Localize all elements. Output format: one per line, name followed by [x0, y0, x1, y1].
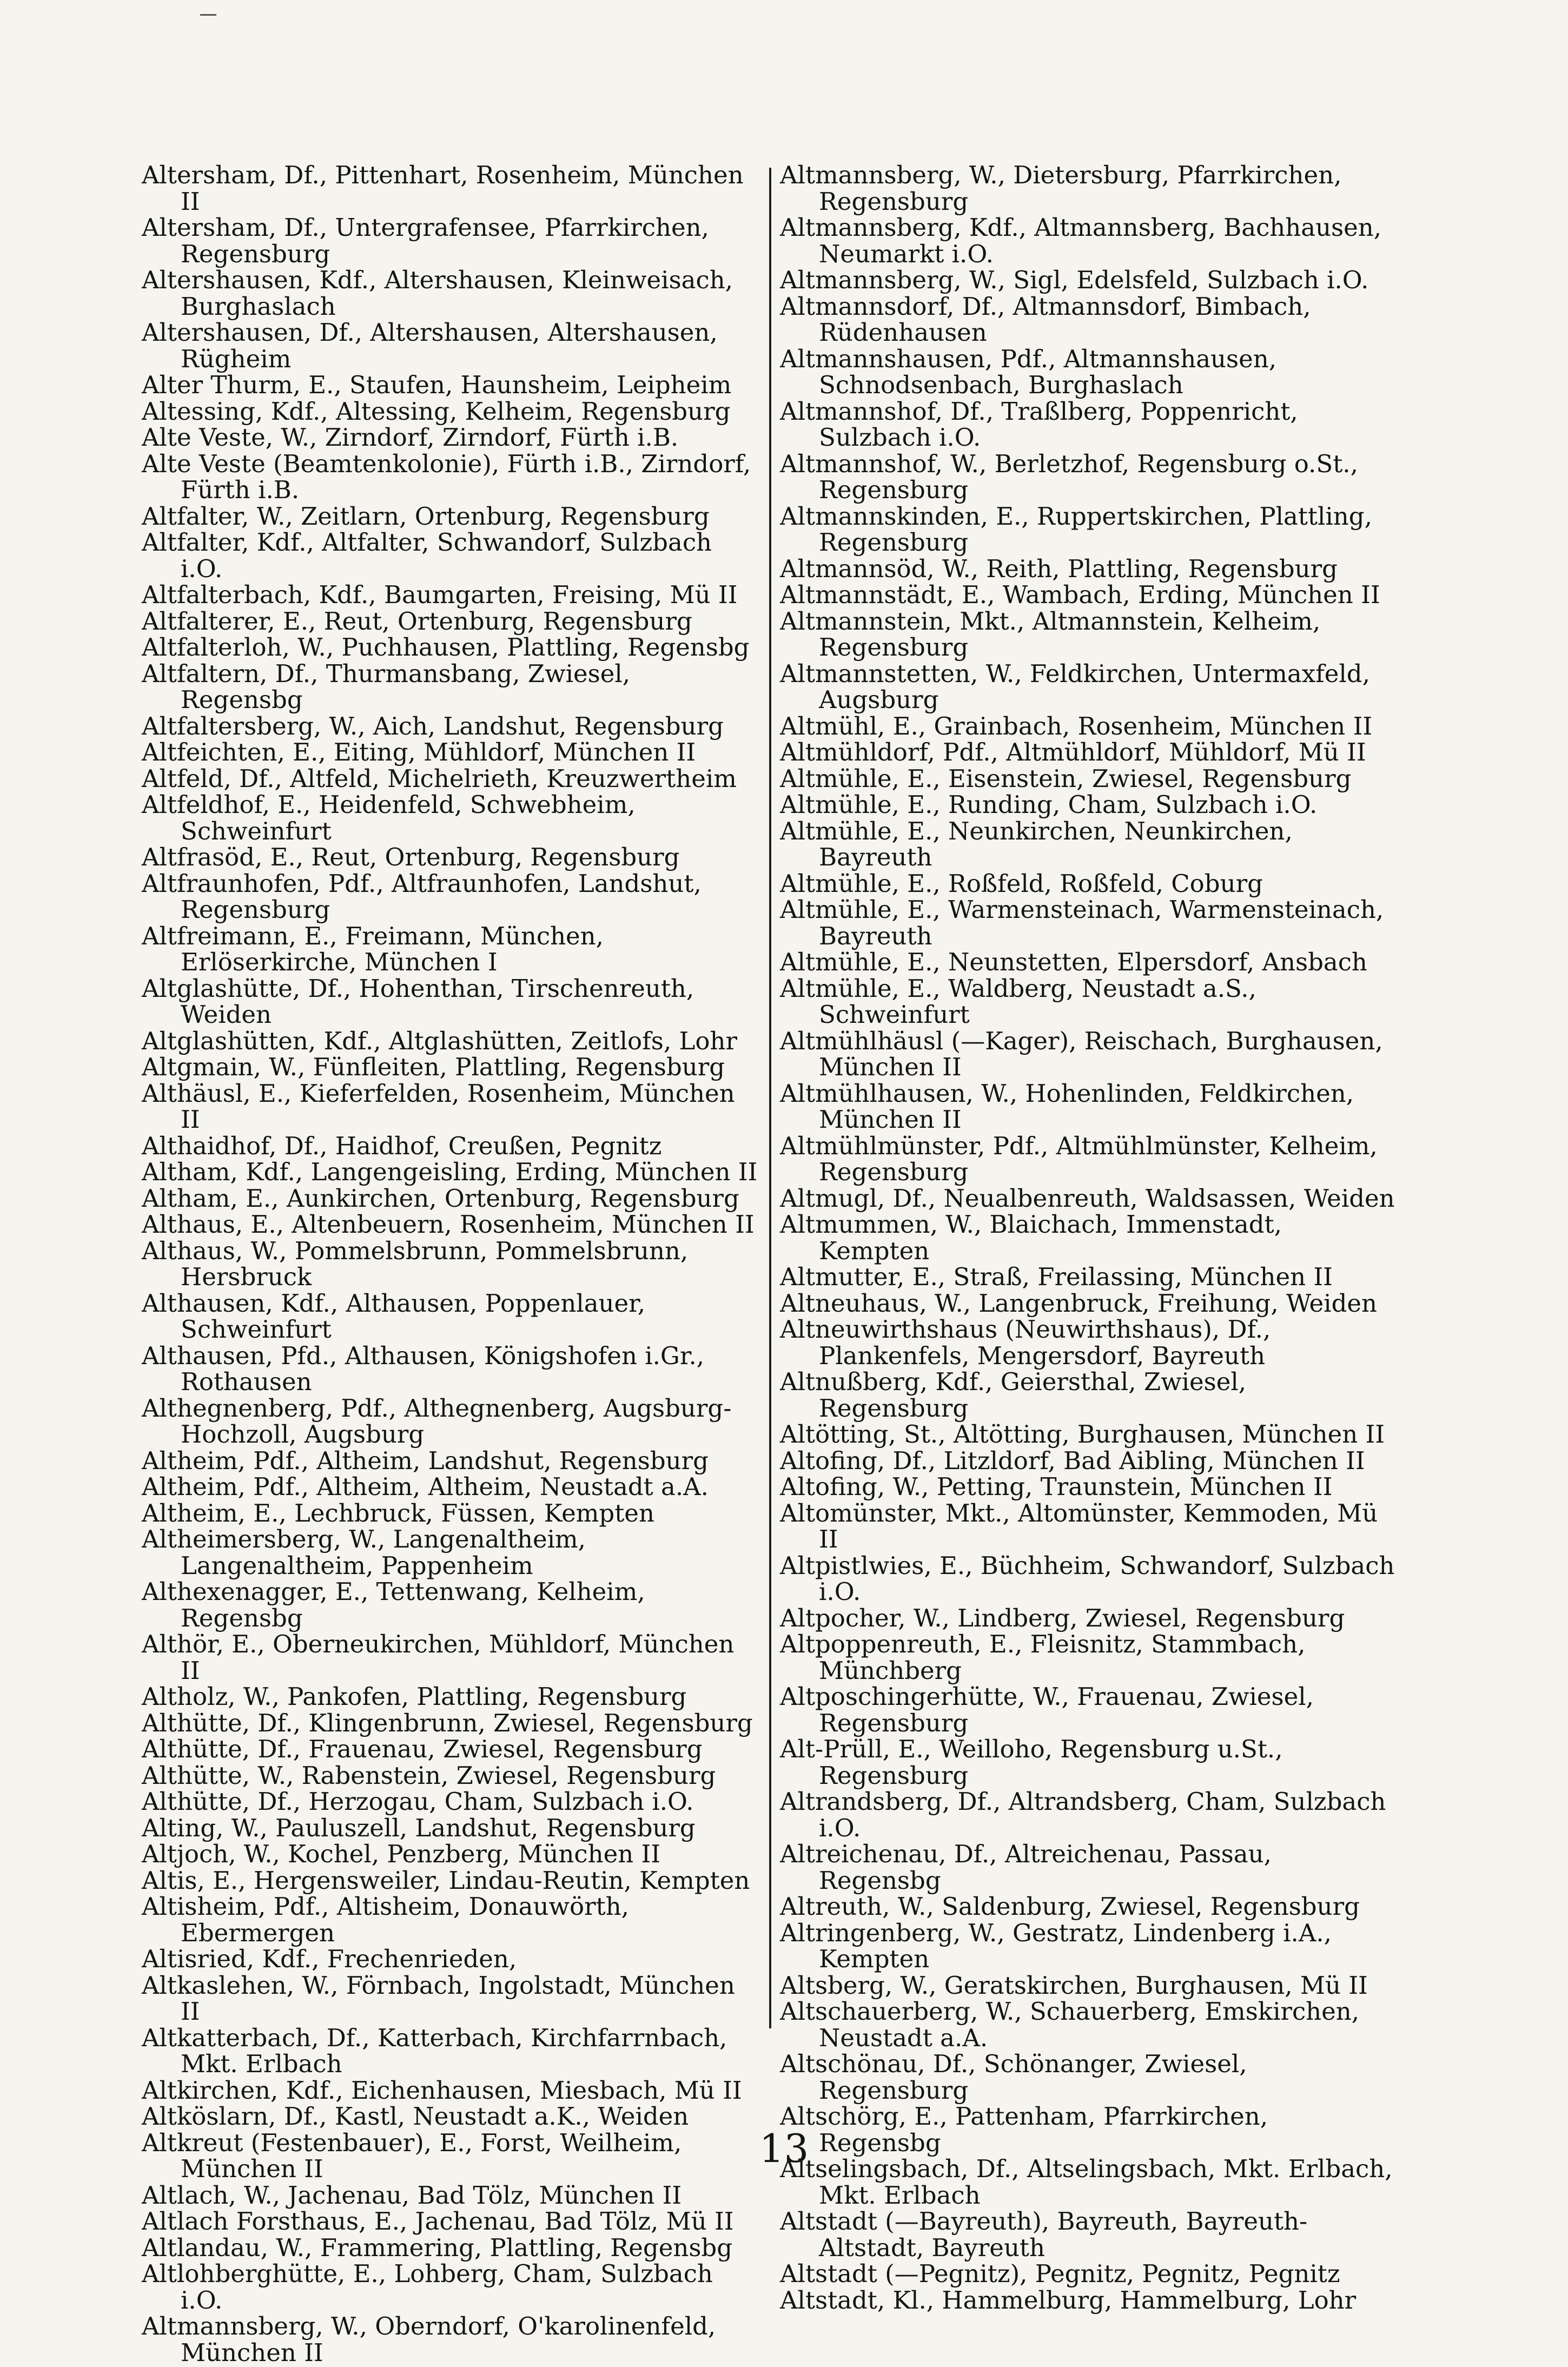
place-entry: Altmannsöd, W., Reith, Plattling, Regensburg: [780, 554, 1338, 583]
place-entry: Altfeldhof, E., Heidenfeld, Schwebheim, Schweinfurt: [142, 790, 636, 845]
place-entry: Altheim, Pdf., Altheim, Landshut, Regensburg: [142, 1446, 709, 1475]
place-entry: Altötting, St., Altötting, Burghausen, München II: [780, 1420, 1385, 1449]
place-entry: Althaidhof, Df., Haidhof, Creußen, Pegnitz: [142, 1131, 662, 1160]
place-entry: Altfalter, Kdf., Altfalter, Schwandorf, Sulzbach i.O.: [142, 528, 712, 583]
place-entry: Altmühlmünster, Pdf., Altmühlmünster, Kelheim, Regensburg: [780, 1131, 1378, 1186]
place-entry: Altofing, W., Petting, Traunstein, München II: [780, 1472, 1333, 1501]
place-entry: Altlach Forsthaus, E., Jachenau, Bad Tölz, Mü II: [142, 2207, 734, 2236]
place-entry: Althausen, Kdf., Althausen, Poppenlauer, Schweinfurt: [142, 1288, 646, 1344]
place-entry: Altlohberghütte, E., Lohberg, Cham, Sulzbach i.O.: [142, 2259, 713, 2315]
place-entry: Altham, Kdf., Langengeisling, Erding, München II: [142, 1158, 758, 1186]
place-entry: Altmannshof, Df., Traßlberg, Poppenricht, Sulzbach i.O.: [780, 396, 1298, 452]
place-entry: Altershausen, Df., Altershausen, Altershausen, Rügheim: [142, 318, 718, 373]
place-entry: Altmugl, Df., Neualbenreuth, Waldsassen, Weiden: [780, 1184, 1395, 1213]
place-entry: Altfalterbach, Kdf., Baumgarten, Freising, Mü II: [142, 580, 738, 609]
place-entry: Althütte, W., Rabenstein, Zwiesel, Regensburg: [142, 1761, 716, 1790]
place-entry: Altmühle, E., Neunkirchen, Neunkirchen, Bayreuth: [780, 816, 1293, 871]
place-entry: Altfaltern, Df., Thurmansbang, Zwiesel, Regensbg: [142, 659, 631, 714]
place-entry: Altheim, Pdf., Altheim, Altheim, Neustadt a.A.: [142, 1472, 709, 1501]
place-entry: Altkaslehen, W., Förnbach, Ingolstadt, München II: [142, 1971, 735, 2026]
place-entry: Altneuwirthshaus (Neuwirthshaus), Df., Plankenfels, Mengersdorf, Bayreuth: [780, 1315, 1271, 1370]
place-entry: Altholz, W., Pankofen, Plattling, Regensburg: [142, 1682, 687, 1711]
place-entry: Alt-Prüll, E., Weilloho, Regensburg u.St., Regensburg: [780, 1735, 1283, 1790]
place-entry: Altfalterer, E., Reut, Ortenburg, Regensburg: [142, 606, 692, 636]
place-entry: Altershausen, Kdf., Altershausen, Kleinweisach, Burghaslach: [142, 266, 733, 321]
right-column: [780, 162, 1397, 2313]
page-number: 13: [759, 2126, 809, 2171]
place-entry: Altfeichten, E., Eiting, Mühldorf, München II: [142, 738, 696, 766]
place-entry: Alting, W., Pauluszell, Landshut, Regensburg: [142, 1813, 696, 1842]
place-entry: Altgmain, W., Fünfleiten, Plattling, Regensburg: [142, 1053, 725, 1081]
place-entry: Altheimersberg, W., Langenaltheim, Langenaltheim, Pappenheim: [142, 1525, 586, 1580]
place-entry: Alter Thurm, E., Staufen, Haunsheim, Leipheim: [142, 371, 732, 399]
place-entry: Altisried, Kdf., Frechenrieden,: [142, 1945, 517, 1973]
place-entry: Altmannstetten, W., Feldkirchen, Untermaxfeld, Augsburg: [780, 659, 1370, 714]
place-entry: Altsberg, W., Geratskirchen, Burghausen, Mü II: [780, 1971, 1368, 2000]
column-divider: [769, 168, 771, 2028]
place-entry: Alte Veste, W., Zirndorf, Zirndorf, Fürth i.B.: [142, 423, 679, 452]
place-entry: Altneuhaus, W., Langenbruck, Freihung, Weiden: [780, 1288, 1377, 1318]
place-entry: Altringenberg, W., Gestratz, Lindenberg i.A., Kempten: [780, 1918, 1332, 1973]
place-entry: Altmühle, E., Runding, Cham, Sulzbach i.O.: [780, 790, 1318, 819]
place-entry: Altofing, Df., Litzldorf, Bad Aibling, München II: [780, 1446, 1365, 1475]
place-entry: Altmannskinden, E., Ruppertskirchen, Plattling, Regensburg: [780, 501, 1372, 557]
place-entry: Altjoch, W., Kochel, Penzberg, München II: [142, 1840, 661, 1868]
place-entry: Altkirchen, Kdf., Eichenhausen, Miesbach, Mü II: [142, 2075, 742, 2105]
place-entry: Altkreut (Festenbauer), E., Forst, Weilheim, München II: [142, 2128, 682, 2183]
place-entry: Altselingsbach, Df., Altselingsbach, Mkt. Erlbach, Mkt. Erlbach: [780, 2154, 1393, 2210]
place-entry: Altmannsberg, W., Sigl, Edelsfeld, Sulzbach i.O.: [780, 266, 1369, 294]
place-entry: Altpocher, W., Lindberg, Zwiesel, Regensburg: [780, 1603, 1345, 1632]
place-entry: Altmühle, E., Roßfeld, Roßfeld, Coburg: [780, 869, 1263, 898]
place-entry: Altkatterbach, Df., Katterbach, Kirchfarrnbach, Mkt. Erlbach: [142, 2023, 727, 2078]
place-entry: Altham, E., Aunkirchen, Ortenburg, Regensburg: [142, 1184, 739, 1213]
place-entry: Altreichenau, Df., Altreichenau, Passau, Regensbg: [780, 1840, 1272, 1895]
place-entry: Altmannsberg, W., Oberndorf, O'karolinenfeld, München II: [142, 2312, 716, 2367]
place-entry: Altmühle, E., Neunstetten, Elpersdorf, Ansbach: [780, 948, 1367, 976]
place-entry: Altmühle, E., Warmensteinach, Warmensteinach, Bayreuth: [780, 895, 1384, 950]
place-entry: Althütte, Df., Frauenau, Zwiesel, Regensburg: [142, 1735, 703, 1763]
place-entry: Altmühlhausen, W., Hohenlinden, Feldkirchen, München II: [780, 1079, 1354, 1134]
place-entry: Altstadt (—Bayreuth), Bayreuth, Bayreuth-Altstadt, Bayreuth: [780, 2207, 1308, 2262]
place-entry: Altfeld, Df., Altfeld, Michelrieth, Kreuzwertheim: [142, 764, 737, 793]
place-entry: Altposchingerhütte, W., Frauenau, Zwiesel, Regensburg: [780, 1682, 1314, 1737]
place-entry: Altmannstädt, E., Wambach, Erding, München II: [780, 580, 1380, 609]
place-entry: Alte Veste (Beamtenkolonie), Fürth i.B., Zirndorf, Fürth i.B.: [142, 449, 751, 504]
top-mark: [200, 14, 216, 16]
place-entry: Altmannsdorf, Df., Altmannsdorf, Bimbach, Rüdenhausen: [780, 292, 1311, 347]
place-entry: Altschörg, E., Pattenham, Pfarrkirchen, Regensbg: [780, 2102, 1268, 2157]
place-entry: Altmühle, E., Eisenstein, Zwiesel, Regensburg: [780, 764, 1352, 793]
place-entry: Altersham, Df., Pittenhart, Rosenheim, München II: [142, 161, 744, 216]
place-entry: Altisheim, Pdf., Altisheim, Donauwörth, Ebermergen: [142, 1892, 629, 1947]
place-entry: Altomünster, Mkt., Altomünster, Kemmoden, Mü II: [780, 1498, 1378, 1553]
place-entry: Altfalterloh, W., Puchhausen, Plattling, Regensbg: [142, 633, 750, 662]
place-entry: Altheim, E., Lechbruck, Füssen, Kempten: [142, 1498, 654, 1528]
place-entry: Altfreimann, E., Freimann, München, Erlöserkirche, München I: [142, 921, 604, 976]
place-entry: Altpistlwies, E., Büchheim, Schwandorf, Sulzbach i.O.: [780, 1551, 1395, 1606]
place-entry: Altlandau, W., Frammering, Plattling, Regensbg: [142, 2233, 733, 2262]
place-entry: Altessing, Kdf., Altessing, Kelheim, Regensburg: [142, 396, 731, 426]
place-entry: Altschönau, Df., Schönanger, Zwiesel, Regensburg: [780, 2049, 1247, 2105]
place-entry: Althör, E., Oberneukirchen, Mühldorf, München II: [142, 1630, 735, 1685]
place-entry: Altmannsberg, Kdf., Altmannsberg, Bachhausen, Neumarkt i.O.: [780, 213, 1382, 268]
place-entry: Altstadt (—Pegnitz), Pegnitz, Pegnitz, Pegnitz: [780, 2259, 1340, 2288]
place-entry: Altmühldorf, Pdf., Altmühldorf, Mühldorf, Mü II: [780, 738, 1366, 766]
place-entry: Altschauerberg, W., Schauerberg, Emskirchen, Neustadt a.A.: [780, 1997, 1360, 2052]
place-entry: Altpoppenreuth, E., Fleisnitz, Stammbach, Münchberg: [780, 1630, 1306, 1685]
place-entry: Altnußberg, Kdf., Geiersthal, Zwiesel, Regensburg: [780, 1367, 1247, 1423]
place-entry: Althegnenberg, Pdf., Althegnenberg, Augsburg-Hochzoll, Augsburg: [142, 1393, 732, 1449]
place-entry: Altköslarn, Df., Kastl, Neustadt a.K., Weiden: [142, 2102, 689, 2131]
place-entry: Altmühle, E., Waldberg, Neustadt a.S., Schweinfurt: [780, 974, 1256, 1029]
place-entry: Altfaltersberg, W., Aich, Landshut, Regensburg: [142, 711, 724, 740]
place-entry: Altfraunhofen, Pdf., Altfraunhofen, Landshut, Regensburg: [142, 869, 702, 924]
place-entry: Altlach, W., Jachenau, Bad Tölz, München II: [142, 2180, 682, 2210]
place-entry: Althütte, Df., Herzogau, Cham, Sulzbach i.O.: [142, 1787, 694, 1816]
place-entry: Altmannshof, W., Berletzhof, Regensburg o.St., Regensburg: [780, 449, 1358, 504]
left-column: [142, 162, 758, 2366]
place-entry: Althütte, Df., Klingenbrunn, Zwiesel, Regensburg: [142, 1708, 753, 1737]
place-entry: Altglashütte, Df., Hohenthan, Tirschenreuth, Weiden: [142, 974, 694, 1029]
place-entry: Altmannsberg, W., Dietersburg, Pfarrkirchen, Regensburg: [780, 161, 1342, 216]
place-entry: Altersham, Df., Untergrafensee, Pfarrkirchen, Regensburg: [142, 213, 709, 268]
place-entry: Altmannshausen, Pdf., Altmannshausen, Schnodsenbach, Burghaslach: [780, 344, 1277, 399]
place-entry: Altmühlhäusl (—Kager), Reischach, Burghausen, München II: [780, 1026, 1383, 1081]
place-entry: Altrandsberg, Df., Altrandsberg, Cham, Sulzbach i.O.: [780, 1787, 1386, 1842]
place-entry: Althausen, Pfd., Althausen, Königshofen i.Gr., Rothausen: [142, 1341, 705, 1396]
place-entry: Althäusl, E., Kieferfelden, Rosenheim, München II: [142, 1079, 735, 1134]
place-entry: Althaus, W., Pommelsbrunn, Pommelsbrunn, Hersbruck: [142, 1236, 689, 1291]
place-entry: Altglashütten, Kdf., Altglashütten, Zeitlofs, Lohr: [142, 1026, 737, 1055]
place-entry: Altreuth, W., Saldenburg, Zwiesel, Regensburg: [780, 1892, 1360, 1921]
place-entry: Althexenagger, E., Tettenwang, Kelheim, Regensbg: [142, 1577, 645, 1632]
place-entry: Altmannstein, Mkt., Altmannstein, Kelheim, Regensburg: [780, 606, 1321, 662]
place-entry: Althaus, E., Altenbeuern, Rosenheim, München II: [142, 1210, 755, 1239]
place-entry: Altmühl, E., Grainbach, Rosenheim, München II: [780, 711, 1373, 740]
place-entry: Altmutter, E., Straß, Freilassing, München II: [780, 1262, 1333, 1291]
place-entry: Altmummen, W., Blaichach, Immenstadt, Kempten: [780, 1210, 1282, 1265]
place-entry: Altfalter, W., Zeitlarn, Ortenburg, Regensburg: [142, 501, 710, 531]
place-entry: Altstadt, Kl., Hammelburg, Hammelburg, Lohr: [780, 2285, 1357, 2315]
place-entry: Altis, E., Hergensweiler, Lindau-Reutin, Kempten: [142, 1866, 750, 1895]
place-entry: Altfrasöd, E., Reut, Ortenburg, Regensburg: [142, 843, 680, 871]
